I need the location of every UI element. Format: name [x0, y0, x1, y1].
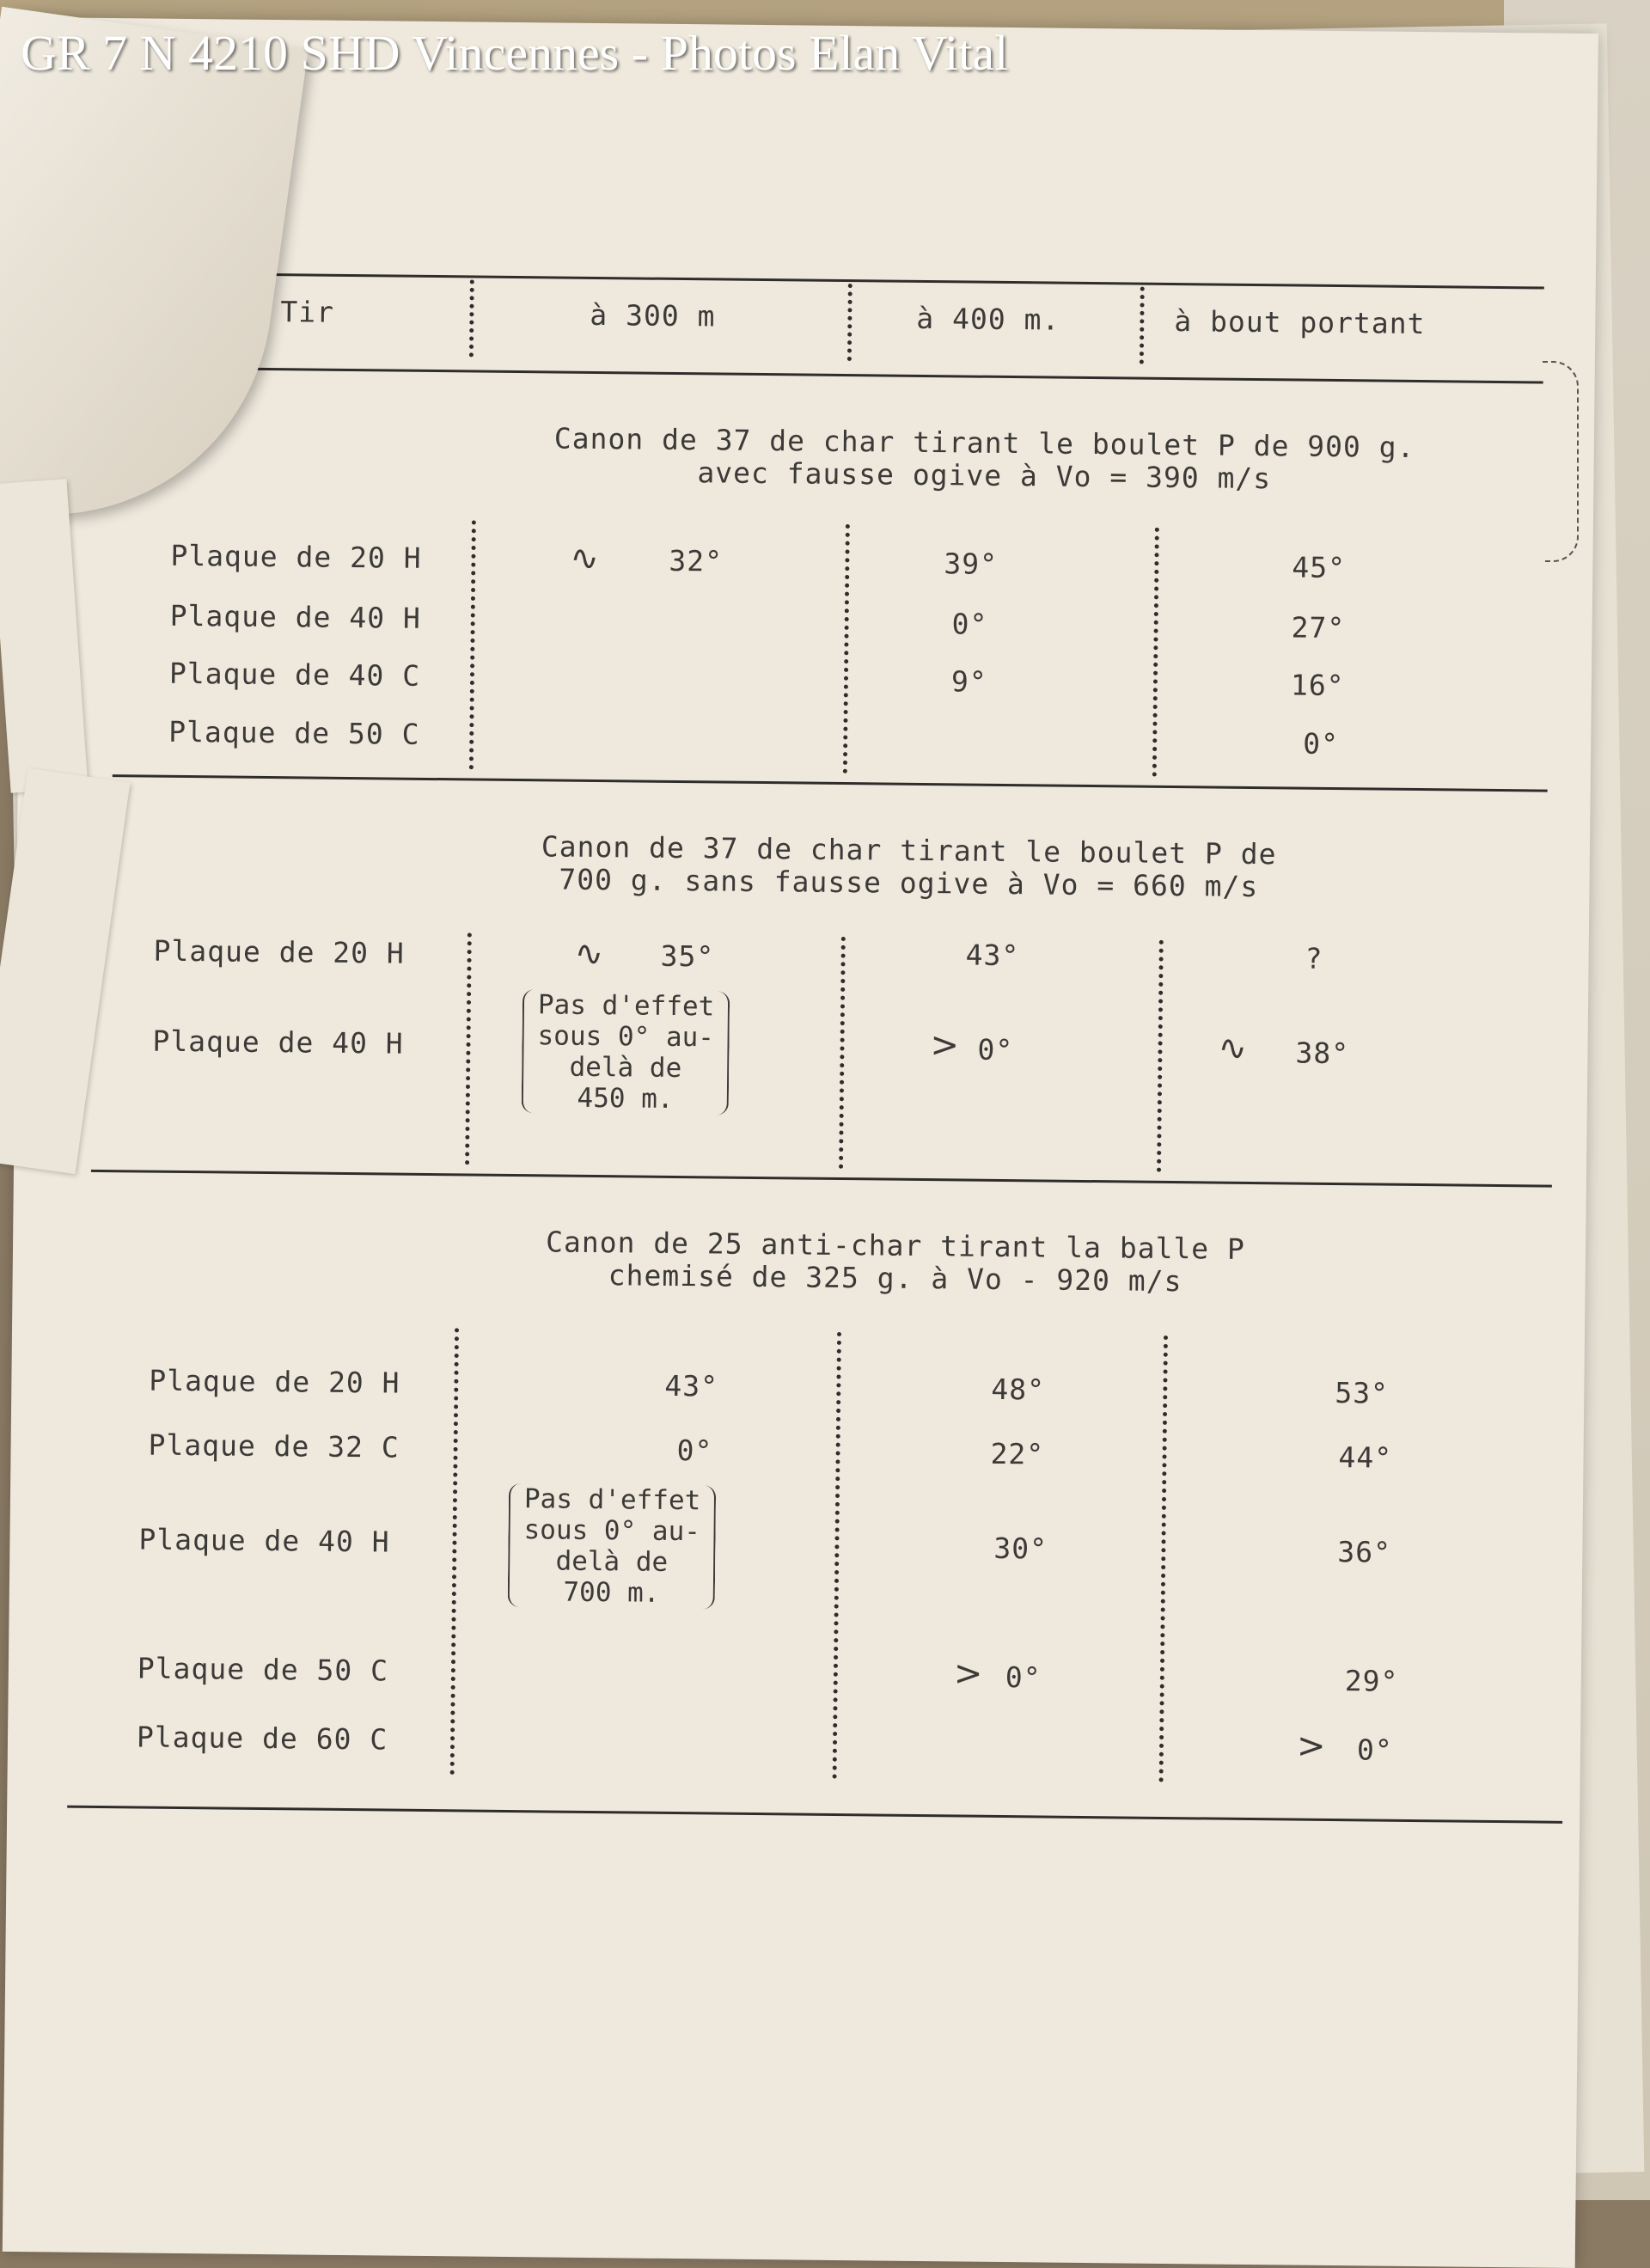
header-400m: à 400 m. — [916, 301, 1060, 337]
pencil-mark — [1543, 361, 1579, 562]
table-row-label: Plaque de 40 H — [169, 598, 422, 635]
value-bout-portant: 44° — [1338, 1440, 1393, 1475]
header-bottom-rule — [134, 366, 1543, 383]
section-rule — [91, 1170, 1552, 1188]
approx-symbol: ∿ — [1218, 1028, 1249, 1068]
value-bout-portant: 27° — [1291, 610, 1346, 645]
header-300m: à 300 m — [590, 297, 716, 333]
photo-source-caption: GR 7 N 4210 SHD Vincennes - Photos Elan Vital — [21, 25, 1009, 81]
section-caption: Canon de 37 de char tirant le boulet P de 900 g. avec fausse ogive à Vo = 390 m/s — [553, 421, 1415, 496]
table-row-label: Plaque de 20 H — [170, 538, 422, 575]
header-tir: Tir — [280, 295, 335, 329]
value-300m: 32° — [669, 543, 724, 578]
table-row-label: Plaque de 40 C — [168, 656, 421, 693]
table-row-label: Plaque de 50 C — [168, 714, 420, 751]
value-bout-portant: 29° — [1344, 1664, 1399, 1698]
value-bout-portant: 0° — [1356, 1733, 1393, 1767]
column-divider — [465, 932, 472, 1165]
value-300m: 43° — [664, 1368, 719, 1403]
table-row-label: Plaque de 40 H — [152, 1024, 404, 1061]
column-divider — [450, 1328, 459, 1775]
table-row-label: Plaque de 60 C — [136, 1720, 388, 1757]
value-400m: 0° — [1005, 1660, 1042, 1695]
section-rule — [113, 774, 1548, 792]
column-divider — [469, 279, 474, 357]
section-caption: Canon de 37 de char tirant le boulet P de 700 g. sans fausse ogive à Vo = 660 m/s — [541, 829, 1277, 904]
note-no-effect: Pas d'effet sous 0° au- delà de 450 m. — [522, 989, 730, 1116]
table-row-label: Plaque de 32 C — [148, 1427, 400, 1464]
value-300m: 35° — [660, 938, 715, 974]
note-no-effect: Pas d'effet sous 0° au- delà de 700 m. — [508, 1483, 717, 1610]
header-bout-portant: à bout portant — [1174, 304, 1426, 341]
column-divider — [843, 524, 850, 773]
greater-than-symbol: > — [953, 1654, 984, 1694]
value-bout-portant: 16° — [1290, 668, 1345, 703]
table-row-label: Plaque de 20 H — [149, 1363, 400, 1400]
approx-symbol: ∿ — [570, 538, 601, 579]
column-divider — [1152, 528, 1159, 777]
value-bout-portant: 0° — [1303, 726, 1340, 761]
table-row-label: Plaque de 50 C — [137, 1651, 389, 1688]
column-divider — [1159, 1336, 1168, 1782]
column-divider — [1140, 287, 1145, 364]
column-divider — [833, 1332, 841, 1779]
value-bout-portant: 36° — [1337, 1535, 1392, 1569]
greater-than-symbol: > — [930, 1025, 961, 1066]
value-400m: 22° — [990, 1436, 1045, 1471]
column-divider — [1157, 940, 1164, 1172]
value-400m: 48° — [991, 1372, 1046, 1407]
value-300m: 0° — [676, 1434, 713, 1468]
greater-than-symbol: > — [1296, 1726, 1327, 1766]
column-divider — [839, 937, 846, 1169]
value-bout-portant: 38° — [1295, 1036, 1350, 1071]
value-400m: 9° — [950, 664, 987, 699]
value-400m: 0° — [977, 1032, 1014, 1067]
table-row-label: Plaque de 20 H — [153, 933, 405, 970]
column-divider — [469, 520, 476, 769]
approx-symbol: ∿ — [574, 933, 605, 975]
value-400m: 43° — [965, 938, 1020, 973]
value-bout-portant: 53° — [1335, 1376, 1390, 1410]
value-bout-portant: ? — [1305, 941, 1323, 975]
value-400m: 0° — [951, 607, 988, 641]
table-row-label: Plaque de 40 H — [138, 1522, 390, 1559]
table-bottom-rule — [67, 1806, 1562, 1824]
section-caption: Canon de 25 anti-char tirant la balle P chemisé de 325 g. à Vo - 920 m/s — [545, 1225, 1246, 1299]
value-bout-portant: 45° — [1292, 550, 1347, 585]
column-divider — [847, 284, 852, 361]
value-400m: 30° — [993, 1531, 1048, 1566]
value-400m: 39° — [944, 547, 999, 581]
